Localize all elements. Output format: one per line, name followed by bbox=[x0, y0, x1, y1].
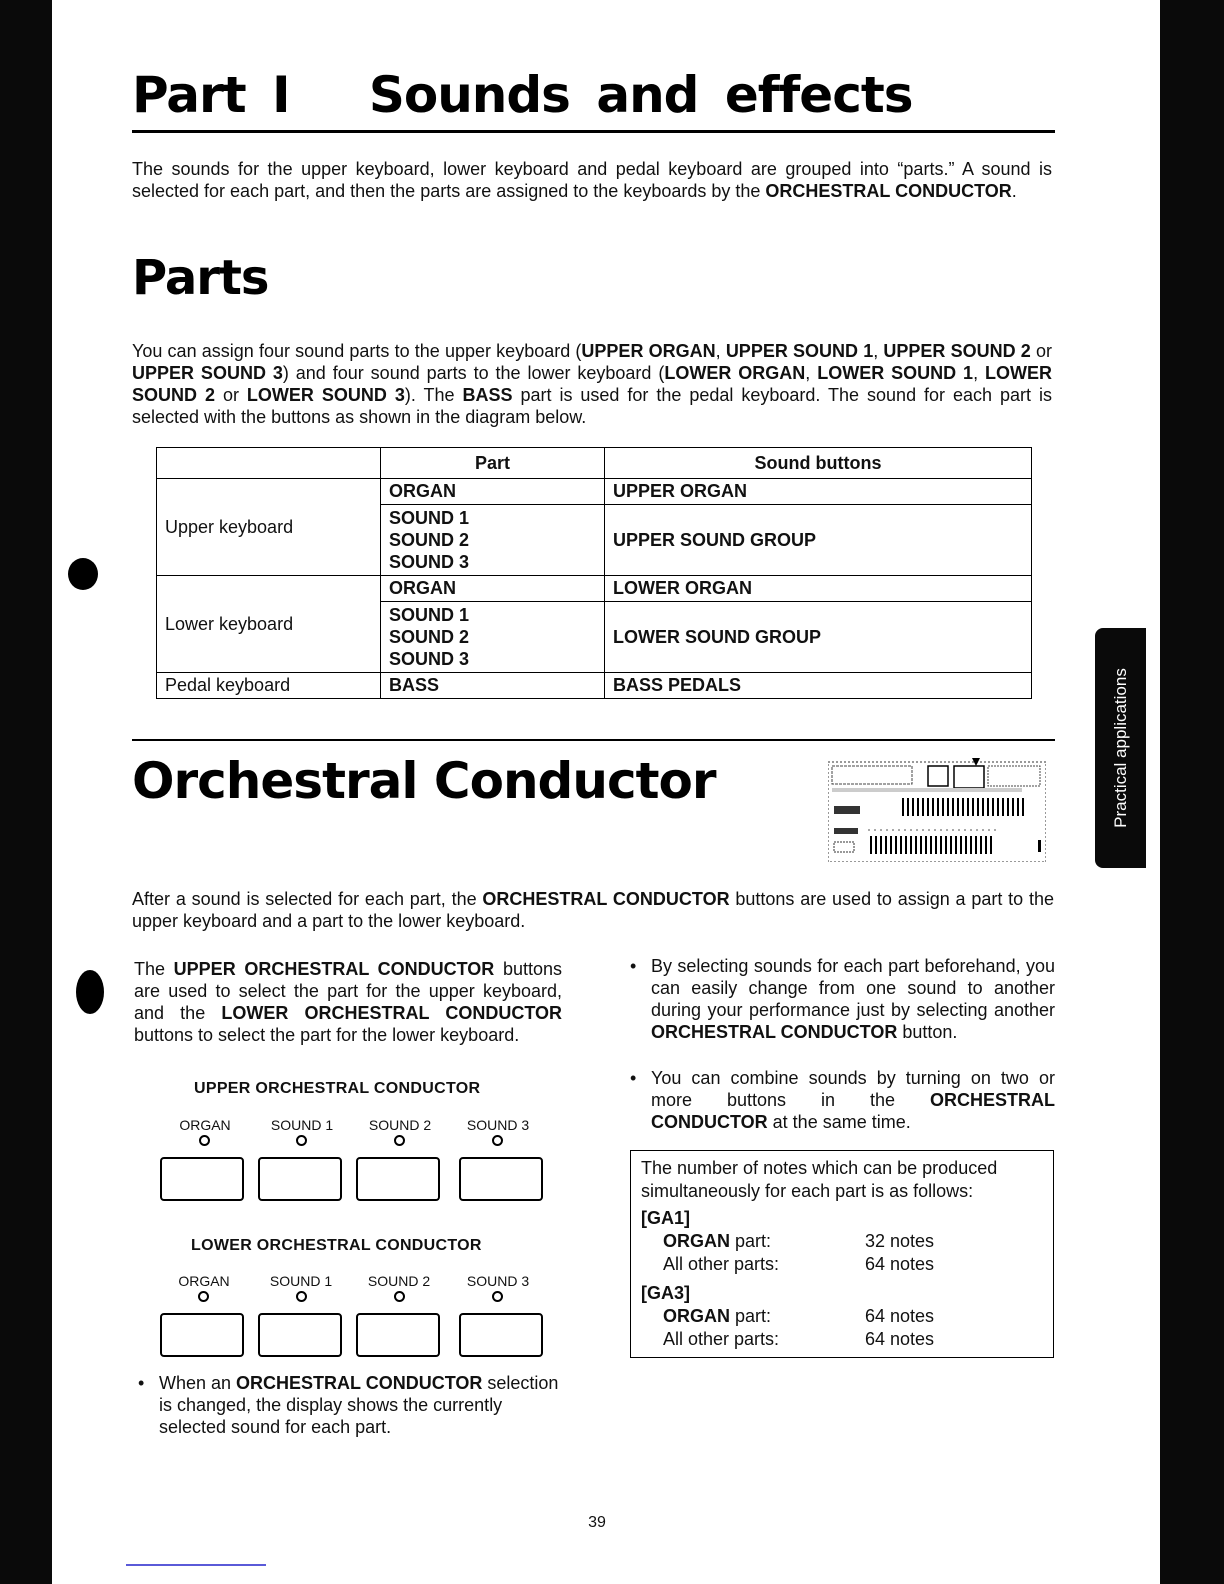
upper-label-sound-3: SOUND 3 bbox=[466, 1117, 530, 1133]
lower-sound1-button[interactable] bbox=[258, 1313, 342, 1357]
upper-sound-group-button: UPPER SOUND GROUP bbox=[605, 505, 1032, 576]
table-row bbox=[157, 576, 1032, 602]
ga1-organ-notes: 32 notes bbox=[865, 1231, 935, 1251]
intro-paragraph bbox=[132, 158, 1052, 202]
table-row bbox=[157, 448, 1032, 479]
upper-sound-2: SOUND 2 bbox=[389, 530, 470, 550]
table-row bbox=[157, 673, 1032, 699]
lower-sound3-button[interactable] bbox=[459, 1313, 543, 1357]
conductor-description: The UPPER ORCHESTRAL CONDUCTOR buttons are used to select the part for the upper keyboard, and the LOWER ORCHESTRAL CONDUCTOR buttons to select the part for the lower keyboard. bbox=[134, 959, 562, 1045]
upper-keyboard-label: Upper keyboard bbox=[157, 479, 381, 576]
lower-organ-button: LOWER ORGAN bbox=[605, 576, 1032, 602]
pedal-bass-part: BASS bbox=[381, 673, 605, 699]
ga3-title: [GA3] bbox=[641, 1283, 690, 1303]
upper-sound-parts bbox=[381, 505, 605, 576]
upper-label-sound-2: SOUND 2 bbox=[368, 1117, 432, 1133]
upper-sound1-button[interactable] bbox=[258, 1157, 342, 1201]
lower-conductor-title: LOWER ORCHESTRAL CONDUCTOR bbox=[191, 1237, 482, 1254]
scan-border-right bbox=[1160, 0, 1224, 1584]
instrument-panel-diagram bbox=[828, 758, 1046, 862]
lower-organ-part: ORGAN bbox=[381, 576, 605, 602]
upper-sound-3: SOUND 3 bbox=[389, 552, 470, 572]
polyphony-notes-box bbox=[630, 1150, 1054, 1358]
intro-text: The sounds for the upper keyboard, lower keyboard and pedal keyboard are grouped into “parts.” A sound is selected for each part, and then the parts are assigned to the keyboards by the bbox=[132, 159, 1052, 201]
lower-organ-lamp-icon bbox=[198, 1291, 209, 1302]
ga3-other-notes: 64 notes bbox=[865, 1329, 935, 1349]
lower-label-sound-2: SOUND 2 bbox=[367, 1273, 431, 1289]
lower-sound-2: SOUND 2 bbox=[389, 627, 470, 647]
lower-label-sound-1: SOUND 1 bbox=[269, 1273, 333, 1289]
lower-sound-1: SOUND 1 bbox=[389, 605, 470, 625]
intro-bold: ORCHESTRAL CONDUCTOR bbox=[765, 181, 1012, 201]
orchestral-conductor-heading: Orchestral Conductor bbox=[132, 752, 716, 810]
lower-keyboard-label: Lower keyboard bbox=[157, 576, 381, 673]
bullet-select-beforehand: • By selecting sounds for each part beforehand, you can easily change from one sound to another during your performance just by selecting another ORCHESTRAL CONDUCTOR button. bbox=[630, 956, 1055, 1042]
ga1-other-notes: 64 notes bbox=[865, 1254, 935, 1274]
upper-sound3-button[interactable] bbox=[459, 1157, 543, 1201]
lower-label-sound-3: SOUND 3 bbox=[466, 1273, 530, 1289]
table-row bbox=[157, 479, 1032, 505]
parts-paragraph: You can assign four sound parts to the upper keyboard (UPPER ORGAN, UPPER SOUND 1, UPPER SOUND 2 or UPPER SOUND 3) and four sound parts to the lower keyboard (LOWER ORGAN, LOWER SOUND 1, LOWER SOUND 2 or LOWER SOUND 3). The BASS part is used for the pedal keyboard. The sound for each part is selected with the buttons as shown in the diagram below. bbox=[132, 341, 1052, 427]
bullet-display-note: • When an ORCHESTRAL CONDUCTOR selection is changed, the display shows the currently selected sound for each part. bbox=[138, 1373, 559, 1437]
ga3-organ-notes: 64 notes bbox=[865, 1306, 935, 1326]
punch-hole bbox=[76, 970, 104, 1014]
intro-text-end: . bbox=[1011, 181, 1017, 201]
part-heading: Part I Sounds and effects bbox=[132, 66, 913, 124]
parts-table bbox=[156, 447, 1032, 699]
section-rule bbox=[132, 739, 1055, 741]
lower-sound2-button[interactable] bbox=[356, 1313, 440, 1357]
list-item: ORGAN part: 32 notes bbox=[663, 1231, 935, 1251]
upper-organ-lamp-icon bbox=[199, 1135, 210, 1146]
upper-organ-part: ORGAN bbox=[381, 479, 605, 505]
upper-sound2-button[interactable] bbox=[356, 1157, 440, 1201]
list-item: All other parts: 64 notes bbox=[663, 1329, 935, 1349]
heading-rule bbox=[132, 130, 1055, 133]
upper-sound2-lamp-icon bbox=[394, 1135, 405, 1146]
list-item: ORGAN part: 64 notes bbox=[663, 1306, 935, 1326]
table-header-empty bbox=[157, 448, 381, 479]
upper-sound-1: SOUND 1 bbox=[389, 508, 470, 528]
lower-sound2-lamp-icon bbox=[394, 1291, 405, 1302]
pedal-keyboard-label: Pedal keyboard bbox=[157, 673, 381, 699]
footer-line bbox=[126, 1564, 266, 1566]
ga1-title: [GA1] bbox=[641, 1208, 690, 1228]
lower-sound-3: SOUND 3 bbox=[389, 649, 470, 669]
lower-sound-group-button: LOWER SOUND GROUP bbox=[605, 602, 1032, 673]
oc-paragraph: After a sound is selected for each part, the ORCHESTRAL CONDUCTOR buttons are used to assign a part to the upper keyboard and a part to the lower keyboard. bbox=[132, 889, 1055, 931]
bass-pedals-button: BASS PEDALS bbox=[605, 673, 1032, 699]
section-side-tab bbox=[1095, 628, 1146, 868]
punch-hole bbox=[68, 558, 98, 590]
upper-conductor-title: UPPER ORCHESTRAL CONDUCTOR bbox=[194, 1080, 481, 1097]
upper-sound1-lamp-icon bbox=[296, 1135, 307, 1146]
parts-heading: Parts bbox=[132, 250, 269, 306]
bullet-dot-icon: • bbox=[630, 956, 637, 976]
upper-sound3-lamp-icon bbox=[492, 1135, 503, 1146]
lower-organ-button[interactable] bbox=[160, 1313, 244, 1357]
upper-label-organ: ORGAN bbox=[179, 1117, 231, 1133]
list-item: All other parts: 64 notes bbox=[663, 1254, 935, 1274]
bullet-dot-icon: • bbox=[630, 1068, 637, 1088]
lower-sound-parts bbox=[381, 602, 605, 673]
lower-label-organ: ORGAN bbox=[178, 1273, 230, 1289]
lower-sound1-lamp-icon bbox=[296, 1291, 307, 1302]
table-header-part: Part bbox=[381, 448, 605, 479]
upper-organ-button: UPPER ORGAN bbox=[605, 479, 1032, 505]
page-number: 39 bbox=[588, 1514, 606, 1531]
side-tab-label: Practical applications bbox=[1110, 668, 1130, 828]
notes-intro: The number of notes which can be produced simultaneously for each part is as follows: bbox=[641, 1158, 998, 1201]
bullet-dot-icon: • bbox=[138, 1373, 145, 1393]
lower-sound3-lamp-icon bbox=[492, 1291, 503, 1302]
bullet-combine-sounds: • You can combine sounds by turning on two or more buttons in the ORCHESTRAL CONDUCTOR at the same time. bbox=[630, 1068, 1055, 1132]
upper-organ-button[interactable] bbox=[160, 1157, 244, 1201]
table-header-sound: Sound buttons bbox=[605, 448, 1032, 479]
upper-label-sound-1: SOUND 1 bbox=[270, 1117, 334, 1133]
scan-border-left bbox=[0, 0, 52, 1584]
